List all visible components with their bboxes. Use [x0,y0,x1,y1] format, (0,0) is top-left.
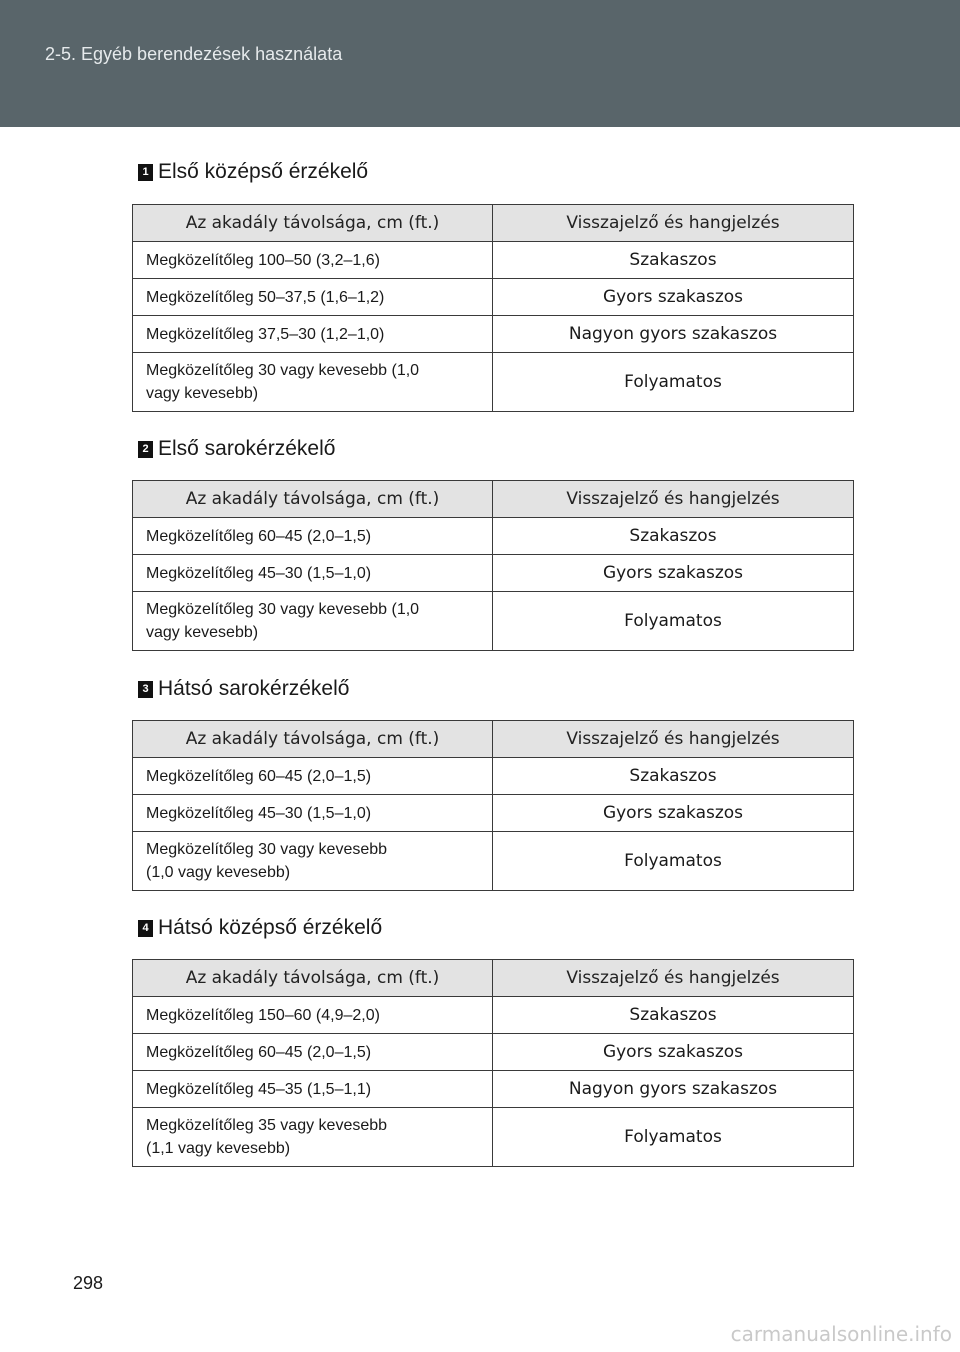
section-number-badge: 3 [138,681,153,698]
signal-cell: Gyors szakaszos [493,1034,854,1071]
distance-cell: Megközelítőleg 45–35 (1,5–1,1) [133,1071,493,1108]
table-row [133,1071,854,1108]
table-row [133,518,854,555]
signal-cell: Nagyon gyors szakaszos [493,1071,854,1108]
signal-cell: Szakaszos [493,242,854,279]
signal-cell: Folyamatos [493,592,854,651]
column-header-signal: Visszajelző és hangjelzés [493,481,854,518]
section-title-1 [138,159,368,185]
chapter-title: 2-5. Egyéb berendezések használata [45,44,343,64]
distance-line: (1,1 vagy kevesebb) [146,1140,291,1157]
signal-cell: Nagyon gyors szakaszos [493,316,854,353]
table-row [133,832,854,891]
table-header-row [133,205,854,242]
signal-cell: Folyamatos [493,353,854,412]
distance-line: vagy kevesebb) [146,385,259,402]
signal-cell: Szakaszos [493,758,854,795]
column-header-signal: Visszajelző és hangjelzés [493,960,854,997]
signal-cell: Gyors szakaszos [493,279,854,316]
column-header-signal: Visszajelző és hangjelzés [493,205,854,242]
table-row [133,242,854,279]
table-row [133,1034,854,1071]
table-row [133,997,854,1034]
distance-cell: Megközelítőleg 60–45 (2,0–1,5) [133,518,493,555]
section-number-badge: 4 [138,920,153,937]
distance-line: Megközelítőleg 30 vagy kevesebb (1,0 [146,362,420,379]
distance-line: (1,0 vagy kevesebb) [146,864,291,881]
distance-cell [133,353,493,412]
sensor-table-3 [132,720,854,891]
distance-cell: Megközelítőleg 45–30 (1,5–1,0) [133,795,493,832]
distance-line: vagy kevesebb) [146,624,259,641]
column-header-distance: Az akadály távolsága, cm (ft.) [133,481,493,518]
table-header-row [133,721,854,758]
table-row [133,592,854,651]
sensor-table-2 [132,480,854,651]
column-header-signal: Visszajelző és hangjelzés [493,721,854,758]
sensor-table-1 [132,204,854,412]
distance-line: Megközelítőleg 30 vagy kevesebb (1,0 [146,601,420,618]
distance-cell [133,832,493,891]
section-title-text: Hátsó középső érzékelő [158,916,383,939]
section-title-text: Hátsó sarokérzékelő [158,677,350,700]
column-header-distance: Az akadály távolsága, cm (ft.) [133,960,493,997]
table-row [133,1108,854,1167]
watermark: carmanualsonline.info [730,1322,952,1346]
distance-cell: Megközelítőleg 100–50 (3,2–1,6) [133,242,493,279]
signal-cell: Gyors szakaszos [493,795,854,832]
table-row [133,316,854,353]
table-row [133,758,854,795]
signal-cell: Folyamatos [493,832,854,891]
section-number-badge: 1 [138,164,153,181]
table-header-row [133,960,854,997]
distance-line: Megközelítőleg 35 vagy kevesebb [146,1117,388,1134]
distance-cell: Megközelítőleg 60–45 (2,0–1,5) [133,1034,493,1071]
page-header [0,0,960,127]
section-title-2 [138,436,335,462]
column-header-distance: Az akadály távolsága, cm (ft.) [133,721,493,758]
signal-cell: Folyamatos [493,1108,854,1167]
column-header-distance: Az akadály távolsága, cm (ft.) [133,205,493,242]
table-row [133,795,854,832]
section-title-text: Első sarokérzékelő [158,437,336,460]
distance-cell: Megközelítőleg 45–30 (1,5–1,0) [133,555,493,592]
signal-cell: Gyors szakaszos [493,555,854,592]
table-row [133,353,854,412]
distance-cell [133,592,493,651]
section-title-4 [138,915,382,941]
page-number: 298 [73,1273,104,1293]
signal-cell: Szakaszos [493,997,854,1034]
section-number-badge: 2 [138,441,153,458]
table-header-row [133,481,854,518]
section-title-text: Első középső érzékelő [158,160,369,183]
distance-cell [133,1108,493,1167]
distance-cell: Megközelítőleg 150–60 (4,9–2,0) [133,997,493,1034]
distance-cell: Megközelítőleg 60–45 (2,0–1,5) [133,758,493,795]
table-row [133,555,854,592]
distance-cell: Megközelítőleg 50–37,5 (1,6–1,2) [133,279,493,316]
distance-cell: Megközelítőleg 37,5–30 (1,2–1,0) [133,316,493,353]
sensor-table-4 [132,959,854,1167]
table-row [133,279,854,316]
distance-line: Megközelítőleg 30 vagy kevesebb [146,841,388,858]
signal-cell: Szakaszos [493,518,854,555]
section-title-3 [138,676,349,702]
